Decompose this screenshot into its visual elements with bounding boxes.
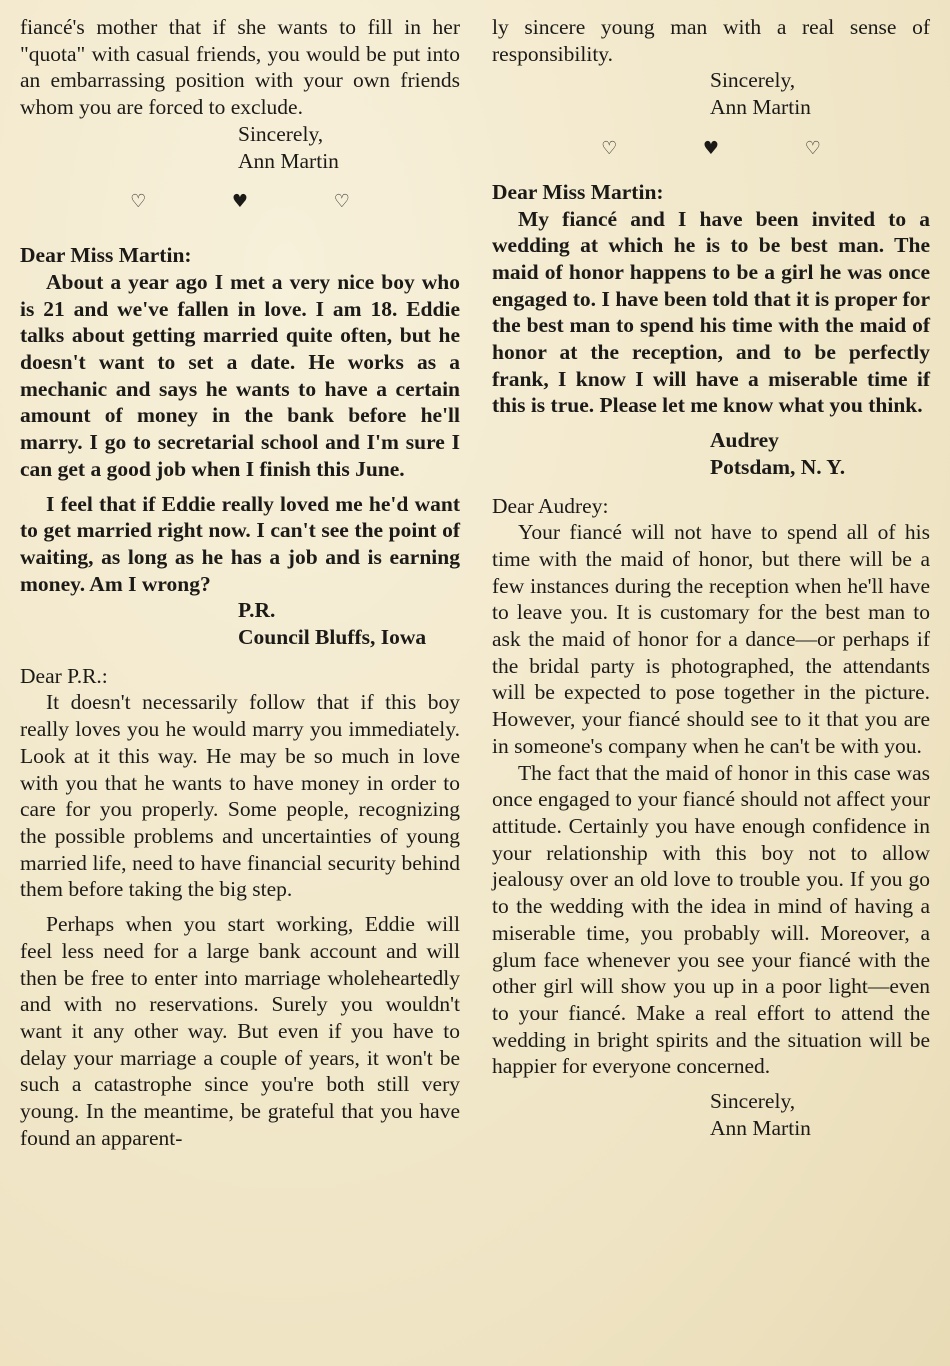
heart-divider-icon: ♡ ♥ ♡ [601,137,861,159]
letter-signature: P.R. [238,598,276,623]
signature-name: Ann Martin [710,1115,811,1140]
letter-greeting: Dear Miss Martin: [492,179,664,204]
left-column [20,14,460,1151]
reply-paragraph: It doesn't necessarily follow that if this boy really loves you he would marry you immediately. Look at it this way. He may be so much in love with you that he wants to have money in order to care for you properly. Some people, recognizing the possible problems and uncertainties of young married life, need to have financial security behind them before taking the big step. [20,690,460,902]
reply-paragraph: Your fiancé will not have to spend all of his time with the maid of honor, but there will be a few instances during the reception when he'll have to leave you. It is customary for the best man to ask the maid of honor for a dance—or perhaps if the bridal party is photographed, the attendants will be expected to pose together in the picture. However, your fiancé should see to it that you are in someone's company when he can't be with you. [492,520,930,758]
reply-paragraph: The fact that the maid of honor in this case was once engaged to your fiancé should not affect your attitude. Certainly you have enough confidence in your relationship with this boy not to allow jealousy over an old love to trouble you. If you go to the wedding with the idea in mind of having a miserable time, you probably will. Moreover, a glum face whenever you see your fiancé with the other girl will show you up in a poor light—even to your fiancé. Make a real effort to attend the wedding in bright spirits and the situation will be happier for everyone concerned. [492,760,930,1079]
right-column [492,14,930,1141]
signoff: Sincerely, [710,68,796,93]
letter-location: Council Bluffs, Iowa [238,625,427,650]
letter-paragraph: I feel that if Eddie really loved me he'd want to get married right now. I can't see the point of waiting, as long as he has a job and is earning money. Am I wrong? [20,491,460,596]
signature-name: Ann Martin [238,148,339,173]
paragraph: ly sincere young man with a real sense of responsibility. [492,15,930,66]
signoff: Sincerely, [238,121,324,146]
signoff: Sincerely, [710,1089,796,1114]
reply-greeting: Dear Audrey: [492,493,609,518]
letter-signature: Audrey [710,428,779,453]
letter-paragraph: My fiancé and I have been invited to a wedding at which he is to be best man. The maid of honor happens to be a girl he was once engaged to. I have been told that it is proper for the best man to spend his time with the maid of honor at the reception, and to be perfectly frank, I know I will have a miserable time if this is true. Please let me know what you think. [492,206,930,418]
letter-location: Potsdam, N. Y. [710,454,846,479]
reply-greeting: Dear P.R.: [20,663,108,688]
letter-paragraph: About a year ago I met a very nice boy who is 21 and we've fallen in love. I am 18. Eddie talks about getting married quite often, but he doesn't want to set a date. He works as a mechanic and says he wants to have a certain amount of money in the bank before he'll marry. I go to secretarial school and I'm sure I can get a good job when I finish this June. [20,269,460,481]
paragraph: fiancé's mother that if she wants to fill in her "quota" with casual friends, you would be put into an embarrassing position with your own friends whom you are forced to exclude. [20,15,460,120]
letter-greeting: Dear Miss Martin: [20,243,192,268]
heart-divider-icon: ♡ ♥ ♡ [130,191,390,213]
reply-paragraph: Perhaps when you start working, Eddie will feel less need for a large bank account and will then be free to enter into marriage wholeheartedly and with no reservations. Surely you wouldn't want it any other way. But even if you have to delay your marriage a couple of years, it won't be such a catastrophe since you're both still very young. In the meantime, be grateful that you have found an apparent- [20,912,460,1150]
signature-name: Ann Martin [710,95,811,120]
